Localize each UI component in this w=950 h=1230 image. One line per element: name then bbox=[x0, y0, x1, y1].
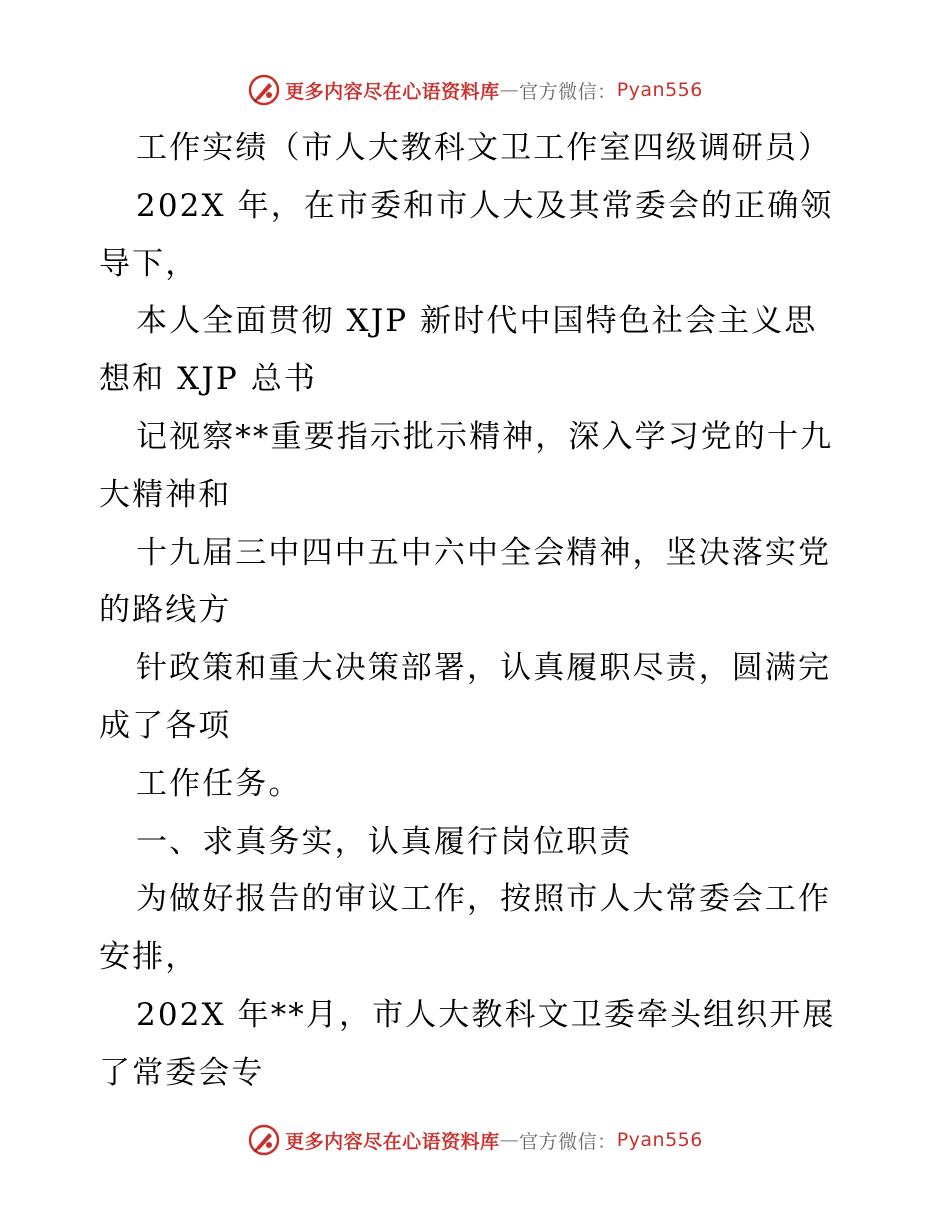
watermark-label: 官方微信： bbox=[519, 80, 617, 103]
text-line: 为做好报告的审议工作，按照市人大常委会工作 bbox=[136, 881, 832, 918]
watermark-main-text: 更多内容尽在心语资料库 bbox=[285, 1130, 500, 1153]
text-line: 本人全面贯彻 XJP 新时代中国特色社会主义思 bbox=[136, 303, 818, 340]
pen-logo-icon bbox=[247, 73, 281, 107]
header-watermark bbox=[0, 70, 950, 110]
watermark-id: Pyan556 bbox=[616, 1129, 703, 1151]
text-line: 的路线方 bbox=[99, 592, 232, 629]
text-line: 十九届三中四中五中六中全会精神，坚决落实党 bbox=[136, 534, 832, 571]
text-line: 记视察**重要指示批示精神，深入学习党的十九 bbox=[136, 418, 834, 455]
watermark-dash: — bbox=[499, 79, 520, 101]
text-line: 成了各项 bbox=[99, 707, 232, 744]
text-line: 安排， bbox=[99, 939, 199, 976]
text-line: 工作任务。 bbox=[136, 765, 302, 802]
pen-logo-icon bbox=[247, 1123, 281, 1157]
watermark-main-text: 更多内容尽在心语资料库 bbox=[285, 80, 500, 103]
watermark-dash: — bbox=[499, 1129, 520, 1151]
text-line: 一、求真务实，认真履行岗位职责 bbox=[136, 823, 633, 860]
footer-watermark bbox=[0, 1120, 950, 1160]
text-line: 针政策和重大决策部署，认真履职尽责，圆满完 bbox=[136, 650, 832, 687]
watermark-label: 官方微信： bbox=[519, 1130, 617, 1153]
text-line: 202X 年，在市委和市人大及其常委会的正确领 bbox=[136, 187, 834, 224]
document-body bbox=[99, 120, 859, 1103]
text-line: 导下， bbox=[99, 245, 199, 282]
text-line: 202X 年**月，市人大教科文卫委牵头组织开展 bbox=[136, 996, 836, 1033]
text-line: 大精神和 bbox=[99, 476, 232, 513]
text-line: 想和 XJP 总书 bbox=[99, 361, 317, 398]
watermark-id: Pyan556 bbox=[616, 79, 703, 101]
text-line: 工作实绩（市人大教科文卫工作室四级调研员） bbox=[136, 130, 832, 166]
text-line: 了常委会专 bbox=[99, 1054, 265, 1091]
